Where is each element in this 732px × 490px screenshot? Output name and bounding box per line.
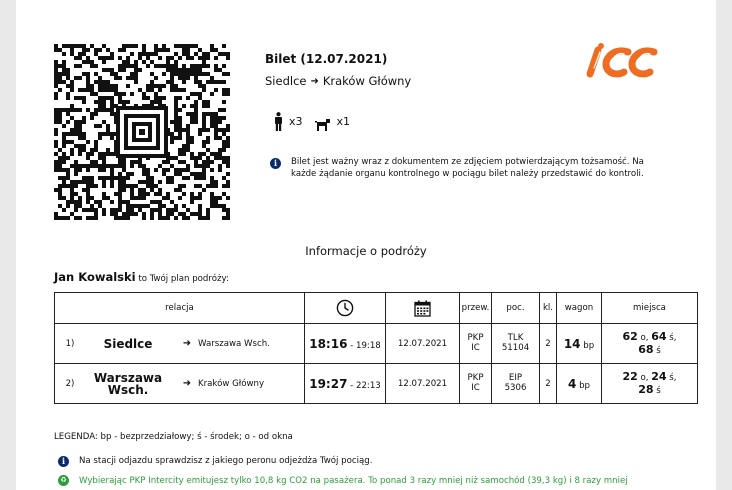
- cell-class: 2: [540, 324, 557, 364]
- trip-table: [54, 292, 698, 404]
- station-to: Kraków Główny: [198, 378, 265, 389]
- wagon-number: 4: [567, 376, 577, 391]
- plan-line: [54, 270, 229, 284]
- seat-position: ś: [666, 372, 674, 383]
- seat-position: ś: [666, 332, 674, 343]
- route-arrow-icon: ➜: [310, 75, 319, 87]
- carrier-line2: IC: [471, 382, 480, 393]
- seat-number: 64: [651, 329, 667, 343]
- row-number: 1): [65, 338, 75, 349]
- clock-icon: [336, 299, 354, 317]
- cell-carrier: [460, 364, 492, 404]
- cell-time: [305, 324, 386, 364]
- carrier-line2: IC: [471, 342, 480, 353]
- route-to: Kraków Główny: [322, 74, 412, 88]
- wagon-type: bp: [580, 340, 595, 351]
- col-carrier: przew.: [460, 293, 492, 324]
- seat-position: ś: [653, 385, 661, 396]
- departure-time: 18:16: [309, 336, 348, 351]
- cell-seats: 62 o, 64 ś, 68 ś: [602, 324, 698, 364]
- cell-seats: 22 o, 24 ś, 28 ś: [602, 364, 698, 404]
- info-icon: i: [58, 456, 69, 467]
- cell-wagon: [557, 364, 602, 404]
- carrier-line1: PKP: [467, 333, 484, 343]
- ticket-route: [265, 74, 411, 88]
- col-relation: relacja: [55, 293, 305, 324]
- route-from: Siedlce: [265, 74, 307, 88]
- platform-note: [58, 455, 372, 467]
- station-from: Warszawa Wsch.: [93, 370, 163, 397]
- seat-position: o: [637, 372, 646, 383]
- seat-number: 62: [622, 329, 638, 343]
- station-from: Siedlce: [103, 336, 153, 351]
- cell-relation: [55, 364, 305, 404]
- cell-relation: [55, 324, 305, 364]
- row-number: 2): [65, 378, 75, 389]
- cell-time: [305, 364, 386, 404]
- carrier-line1: PKP: [467, 373, 484, 383]
- seat-position: o: [637, 332, 646, 343]
- platform-note-text: Na stacji odjazdu sprawdzisz z jakiego peronu odjeżdża Twój pociąg.: [79, 456, 373, 466]
- cell-class: 2: [540, 364, 557, 404]
- cell-date: 12.07.2021: [386, 324, 460, 364]
- passenger-count: x3: [289, 115, 303, 128]
- table-header-row: [55, 293, 698, 324]
- intercity-logo: [576, 42, 672, 82]
- col-date: [386, 293, 460, 324]
- traveler-name: Jan Kowalski: [54, 270, 136, 284]
- col-class: kl.: [540, 293, 557, 324]
- calendar-icon: [414, 300, 431, 317]
- cell-wagon: [557, 324, 602, 364]
- col-train: poc.: [492, 293, 540, 324]
- wagon-number: 14: [563, 336, 581, 351]
- seat-position: ś: [653, 345, 661, 356]
- cell-carrier: [460, 324, 492, 364]
- col-time: [305, 293, 386, 324]
- seat-number: 22: [622, 369, 638, 383]
- leaf-icon: ♻: [58, 475, 69, 486]
- seat-number: 28: [638, 382, 654, 396]
- passenger-summary: [274, 112, 362, 131]
- plan-suffix: to Twój plan podróży:: [135, 274, 229, 284]
- arrival-time: - 22:13: [347, 380, 381, 391]
- wagon-type: bp: [576, 380, 590, 391]
- train-number: 5306: [504, 382, 527, 393]
- col-seats: miejsca: [602, 293, 698, 324]
- ticket-sheet: [16, 0, 716, 490]
- legend: LEGENDA: bp - bezprzedziałowy; ś - środek; o - od okna: [54, 432, 293, 442]
- table-row: [55, 364, 698, 404]
- dog-icon: [315, 118, 331, 131]
- arrival-time: - 19:18: [347, 340, 381, 351]
- station-to: Warszawa Wsch.: [198, 338, 270, 349]
- seat-number: 68: [638, 342, 654, 356]
- table-row: [55, 324, 698, 364]
- qr-code: [54, 44, 230, 220]
- cell-train: [492, 324, 540, 364]
- train-category: EIP: [508, 373, 523, 383]
- seat-number: 24: [651, 369, 667, 383]
- ticket-info: [270, 157, 650, 180]
- departure-time: 19:27: [309, 376, 348, 391]
- train-category: TLK: [507, 333, 524, 343]
- arrow-icon: ➜: [182, 378, 192, 389]
- ticket-title: Bilet (12.07.2021): [265, 52, 388, 66]
- arrow-icon: ➜: [182, 338, 192, 349]
- train-number: 51104: [501, 342, 530, 353]
- info-icon: i: [270, 158, 281, 169]
- person-icon: [274, 112, 283, 131]
- dog-count: x1: [336, 115, 351, 128]
- col-wagon: wagon: [557, 293, 602, 324]
- eco-note-text: Wybierając PKP Intercity emitujesz tylko 10,8 kg CO2 na pasażera. To ponad 3 razy mniej niż samochód (39,3 kg) i 8 razy mniej: [79, 475, 628, 486]
- ticket-info-text: Bilet jest ważny wraz z dokumentem ze zdjęciem potwierdzającym tożsamość. Na każde żądanie organu kontrolnego w pociągu bilet należy przedstawić do kontroli.: [291, 157, 644, 179]
- cell-train: [492, 364, 540, 404]
- eco-note: [58, 475, 628, 486]
- cell-date: 12.07.2021: [386, 364, 460, 404]
- section-title: Informacje o podróży: [305, 244, 427, 258]
